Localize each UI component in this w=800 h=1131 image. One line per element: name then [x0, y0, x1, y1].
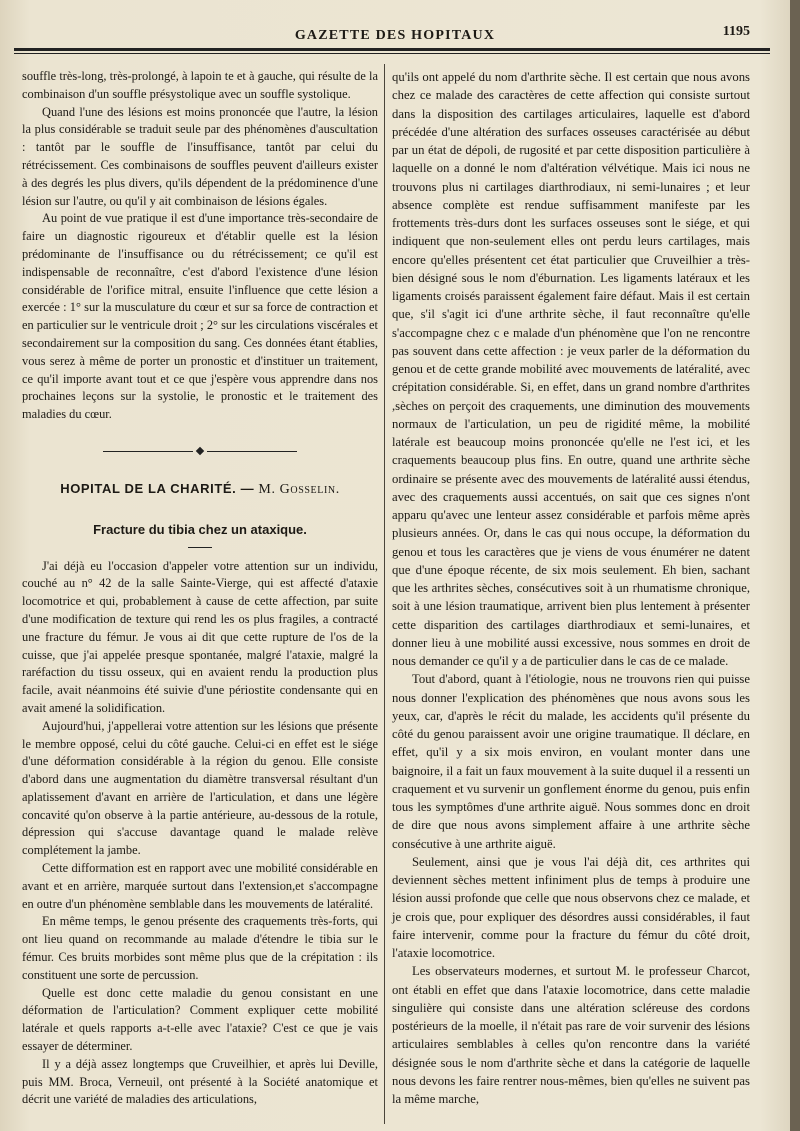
paragraph: Au point de vue pratique il est d'une importance très-secondaire de faire un diagnostic rigoureux et d'établir quelle est la lésion prédominante de l'insuffisance ou du rétrécissement; ce qu'il est indispensable de reconnaître, c'est d'abord l'existence d'une lésion considérable de l'orifice mitral, ensuite l'influence que cette lésion a exercée : 1° sur la musculature du cœur et sur sa force de contraction et en particulier sur le ventricule droit ; 2° sur les circulations viscérales et secondairement sur la composition du sang. Ces données étant établies, vous serez à même de porter un pronostic et d'instituer un traitement, ce qu'il importe avant tout et ce que j'espère vous apprendre dans nos prochaines leçons sur la systolie, le pronostic et le traitement des maladies du cœur.: [22, 211, 378, 422]
left-column: [22, 68, 378, 1109]
right-column: [392, 68, 750, 1108]
paragraph: Seulement, ainsi que je vous l'ai déjà dit, ces arthrites qui deviennent sèches mettent infiniment plus de temps à produire une lésion aussi profonde que celle que nous observons chez ce malade, et je crois que, pour expliquer des désordres aussi considérables, il faut faire intervenir, comme pour la fracture du fémur du côté droit, l'ataxie locomotrice.: [392, 854, 750, 960]
article-subtitle: Fracture du tibia chez un ataxique.: [93, 521, 307, 537]
paragraph: Il y a déjà assez longtemps que Cruveilhier, et après lui Deville, puis MM. Broca, Verneuil, ont présenté à la Société anatomique et décrit une variété de maladies des articulations,: [22, 1056, 378, 1107]
subtitle-rule: [188, 547, 212, 548]
paragraph: qu'ils ont appelé du nom d'arthrite sèche. Il est certain que nous avons chez ce malade des caractères de cette affection qui consiste surtout dans la disposition des cartilages articulaires, laquelle est d'abord précédée d'une altération des surfaces osseuses caractérisée au début par un état de dépoli, de rugosité et par cette disposition particulière à laquelle on a donné le nom d'altération vélvétique. Mais ici nous ne trouvons plus ni cartilages diarthrodiaux, ni semi-lunaires ; et leur absence complète est rendue suffisamment manifeste par les frottements très-durs dont les surfaces osseuses sont le siége, et qui indiquent que non-seulement elles ont perdu leurs cartilages, mais encore qu'elles présentent cet état particulier que Cruveilhier a très-bien désigné sous le nom d'éburnation. Les ligaments latéraux et les ligaments croisés paraissent également faire défaut. Mais il est certain que, s'il s'agit ici d'une arthrite sèche, il faut reconnaître qu'elle s'accompagne chez c e malade d'un phénomène que l'on ne rencontre pas souvent dans cette affection : je veux parler de la déformation du genou et de cette grande mobilité avec mouvements de latéralité, avec crépitation considérable. Si, en effet, dans un grand nombre d'arthrites ,sèches on perçoit des craquements, une diminution des mouvements normaux de l'articulation, un peu de rigidité même, la mobilité latérale est beaucoup moins prononcée qu'elle ne l'est ici, et les craquements beaucoup plus fins. En outre, quand une arthrite sèche ordinaire se présente avec des mouvements de latéralité aussi étendus, avec des craquements aussi accentués, on sait que ces signes n'ont apparu qu'avec une lenteur assez considérable et parfois même après plusieurs années. Or, dans le cas qui nous occupe, la déformation du genou et tous les caractères que je viens de vous énumérer ne datent que d'une époque récente, de six mois seulement. Eh bien, sachant que les arthrites sèches, consécutives soit à un rhumatisme chronique, soit à une lésion traumatique, arrivent bien plus lentement à présenter cette disparition des cartilages diarthrodiaux et semi-lunaires, et donner lieu à une mobilité aussi excessive, nous sommes en droit de nous demander ce qu'il y a de particulier dans le cas de ce malade.: [392, 70, 750, 668]
journal-title: GAZETTE DES HOPITAUX: [294, 28, 496, 43]
page-number: 1195: [722, 24, 750, 39]
paragraph: Tout d'abord, quant à l'étiologie, nous ne trouvons rien qui puisse nous donner l'explication des phénomènes que nous avons sous les yeux, car, d'après le récit du malade, les accidents qu'il présente du côté du genou paraissent avoir une origine traumatique. Il déclare, en effet, qu'il y a six mois environ, en voulant monter dans une baignoire, il a fait un faux mouvement à la suite duquel il a ressenti un craquement et vu survenir un gonflement énorme du genou, puis enfin tous les symptômes d'une arthrite aiguë. Nous sommes donc en droit de dire que nous avons simplement affaire à une arthrite sèche consécutive à une arthrite aiguë.: [392, 672, 750, 851]
paragraph: souffle très-long, très-prolongé, à lapoin te et à gauche, qui résulte de la combinaison d'un souffle présystolique avec un souffle systolique.: [22, 69, 378, 101]
header-rule: [14, 48, 770, 54]
section-author: M. Gosselin.: [258, 481, 340, 497]
paragraph: Cette difformation est en rapport avec une mobilité considérable en avant et en arrière, marquée surtout dans l'extension,et s'accompagne en outre d'un phénomène semblable dans les mouvements de latéralité.: [22, 861, 378, 911]
section-ornament: [22, 442, 378, 452]
paragraph: Les observateurs modernes, et surtout M. le professeur Charcot, ont établi en effet que dans l'ataxie locomotrice, dans cette maladie singulière qui consiste dans une altération scléreuse des cordons postérieurs de la moelle, il n'était pas rare de voir survenir des lésions articulaires semblables à celles qu'on rencontre dans la variété désignée sous le nom d'arthrite sèche et dans la catégorie de laquelle nous devons les faire rentrer nous-mêmes, bien qu'elles ne suivent pas la même marche,: [392, 964, 750, 1106]
section-title: HOPITAL DE LA CHARITÉ. —: [60, 480, 255, 496]
paragraph: Quelle est donc cette maladie du genou consistant en une déformation de l'articulation? Comment expliquer cette mobilité latérale et quels rapports a-t-elle avec l'ataxie? C'est ce que je vais essayer de déterminer.: [22, 985, 378, 1054]
paragraph: Quand l'une des lésions est moins prononcée que l'autre, la lésion la plus considérable se traduit seule par des phénomènes d'auscultation : tantôt par le souffle de l'insuffisance, tantôt par celui du rétrécissement. Ces combinaisons de souffles peuvent d'ailleurs exister à des degrés les plus divers, qu'ils dépendent de la prédominence d'une lésion sur l'autre, ou qu'il y ait combinaison de lésions égales.: [22, 104, 378, 208]
column-divider: [384, 64, 385, 1124]
paragraph: Aujourd'hui, j'appellerai votre attention sur les lésions que présente le membre opposé, celui du côté gauche. Celui-ci en effet est le siége d'une déformation considérable à la région du genou. Elle consiste d'abord dans une augmentation du diamètre transversal résultant d'un aplatissement d'avant en arrière de l'articulation, et dans une légère concavité qu'on observe à la partie antérieure, au-dessous de la rotule, dépression qui s'accuse davantage quand le malade relève complétement la jambe.: [22, 718, 378, 858]
section-heading: [22, 480, 378, 499]
paragraph: J'ai déjà eu l'occasion d'appeler votre attention sur un individu, couché au n° 42 de la salle Sainte-Vierge, qui est affecté d'ataxie locomotrice et qui, probablement à cause de cette affection, par suite d'une modification de texture qui rend les os plus fragiles, a contracté une fracture du fémur. Je vous ai dit que cette rupture de l'os de la cuisse, que j'ai appelée presque spontanée, malgré l'ataxie, malgré la raréfaction du tissu osseux, qui en avaient rendu la production plus facile, avait néanmoins été suivie d'une périostite condensante qui en avait amené la solidification.: [22, 558, 378, 715]
paragraph: En même temps, le genou présente des craquements très-forts, qui ont lieu quand on recommande au malade d'étendre le tibia sur le fémur. Ces bruits morbides sont même plus que de la crépitation : ils constituent une sorte de percussion.: [22, 914, 378, 982]
page-edge-shadow: [790, 0, 800, 1131]
diamond-ornament-icon: [196, 447, 204, 455]
